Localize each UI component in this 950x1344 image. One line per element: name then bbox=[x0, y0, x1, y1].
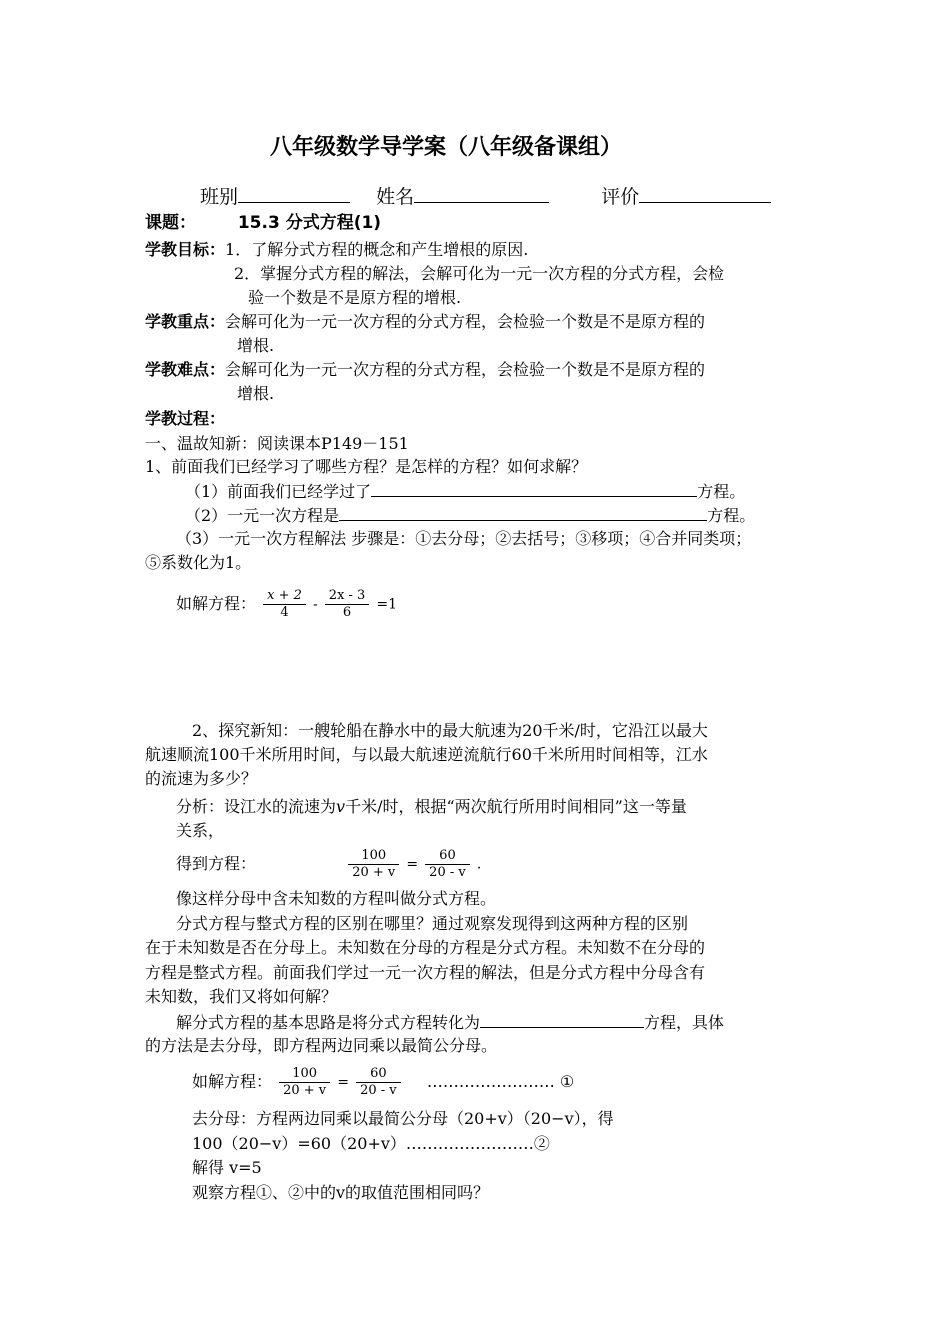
topic-label: 课题： bbox=[145, 213, 196, 233]
name-field[interactable] bbox=[414, 186, 549, 203]
eq2-frac2: $\frac{60}{20 - v}$ bbox=[425, 848, 470, 881]
key-point-label: 学教重点： bbox=[145, 312, 226, 331]
idea-b: 的方法是去分母，即方程两边同乘以最简公分母。 bbox=[145, 1036, 498, 1055]
class-label: 班别 bbox=[200, 186, 239, 208]
goals-item2a: 2．掌握分式方程的解法，会解可化为一元一次方程的分式方程，会检 bbox=[234, 264, 725, 283]
review-s2 bbox=[185, 504, 755, 527]
diff-a: 分式方程与整式方程的区别在哪里？通过观察发现得到这两种方程的区别 bbox=[176, 914, 689, 933]
topic-line bbox=[145, 212, 381, 234]
review-heading: 一、温故知新：阅读课本P149－151 bbox=[145, 434, 409, 453]
page-title: 八年级数学导学案（八年级备课组） bbox=[270, 135, 623, 160]
analysis-pre: 分析：设江水的流速为 bbox=[176, 797, 337, 816]
eq2-end: . bbox=[476, 856, 482, 873]
eq3-frac1: $\frac{100}{20 + v}$ bbox=[279, 1066, 330, 1099]
difficulty-label: 学教难点： bbox=[145, 360, 226, 379]
difficulty-line1 bbox=[145, 359, 705, 381]
goals-item2b: 验一个数是不是原方程的增根. bbox=[248, 288, 462, 307]
step4: 观察方程①、②中的v的取值范围相同吗？ bbox=[192, 1183, 490, 1202]
analysis-var: v bbox=[336, 797, 346, 816]
difficulty-text: 会解可化为一元一次方程的分式方程，会检验一个数是不是原方程的 bbox=[225, 360, 706, 379]
diff-c: 方程是整式方程。前面我们学过一元一次方程的解法，但是分式方程中分母含有 bbox=[145, 963, 706, 982]
s2-post: 方程。 bbox=[707, 506, 756, 525]
definition: 像这样分母中含未知数的方程叫做分式方程。 bbox=[176, 889, 497, 908]
goals-item1: 1．了解分式方程的概念和产生增根的原因. bbox=[225, 240, 529, 259]
step1: 去分母：方程两边同乘以最简公分母（20+v）（20−v），得 bbox=[192, 1109, 614, 1128]
s2-pre: （2）一元一次方程是 bbox=[185, 506, 340, 525]
eq1-frac1: $\frac{x + 2}{4}$ bbox=[263, 588, 306, 621]
header-row bbox=[200, 186, 771, 208]
diff-d: 未知数，我们又将如何解？ bbox=[145, 987, 338, 1006]
eq2-eq: = bbox=[406, 856, 419, 873]
diff-b: 在于未知数是否在分母上。未知数在分母的方程是分式方程。未知数不在分母的 bbox=[145, 938, 706, 957]
class-field[interactable] bbox=[238, 186, 350, 203]
explore-p1b: 航速顺流100千米所用时间，与以最大航速逆流航行60千米所用时间相等，江水 bbox=[145, 745, 708, 764]
name-label: 姓名 bbox=[376, 186, 415, 208]
analysis-line bbox=[176, 796, 687, 818]
review-s3a: （3）一元一次方程解法 步骤是：①去分母；②去括号；③移项；④合并同类项； bbox=[176, 529, 752, 548]
example2-line bbox=[192, 1060, 574, 1105]
eq1-op: - bbox=[312, 596, 318, 613]
eq3-dots: …………………… ① bbox=[426, 1072, 575, 1091]
s1-post: 方程。 bbox=[697, 482, 746, 501]
difficulty-line2: 增根. bbox=[237, 384, 275, 403]
process-label: 学教过程： bbox=[145, 409, 226, 428]
review-s3b: ⑤系数化为1。 bbox=[145, 553, 252, 572]
analysis-b: 关系， bbox=[176, 821, 225, 840]
review-q1: 1、前面我们已经学习了哪些方程？是怎样的方程？如何求解？ bbox=[145, 457, 588, 476]
get-label: 得到方程： bbox=[176, 854, 257, 873]
eval-field[interactable] bbox=[639, 186, 771, 203]
review-example bbox=[176, 584, 397, 625]
eq3-eq: = bbox=[337, 1074, 349, 1091]
s2-blank[interactable] bbox=[339, 504, 707, 521]
key-point-line2: 增根. bbox=[237, 336, 275, 355]
key-point-line1 bbox=[145, 311, 705, 333]
step3: 解得 v=5 bbox=[192, 1158, 262, 1177]
idea-post: 方程，具体 bbox=[644, 1013, 725, 1032]
ex-label: 如解方程： bbox=[192, 1072, 273, 1091]
idea-blank[interactable] bbox=[480, 1011, 644, 1028]
s1-pre: （1）前面我们已经学过了 bbox=[185, 482, 372, 501]
explore-p1c: 的流速为多少？ bbox=[145, 769, 258, 788]
get-eq-line bbox=[176, 842, 481, 887]
eq3-frac2: $\frac{60}{20 - v}$ bbox=[356, 1066, 401, 1099]
eval-label: 评价 bbox=[601, 186, 640, 208]
topic-value: 15.3 分式方程(1) bbox=[237, 213, 382, 233]
step2: 100（20−v）=60（20+v）……………………② bbox=[192, 1134, 550, 1153]
idea-pre: 解分式方程的基本思路是将分式方程转化为 bbox=[176, 1013, 481, 1032]
idea-line bbox=[176, 1011, 724, 1034]
eq2-frac1: $\frac{100}{20 + v}$ bbox=[348, 848, 399, 881]
explore-p1a: 2、探究新知：一艘轮船在静水中的最大航速为20千米/时，它沿江以最大 bbox=[192, 721, 708, 740]
eq1-frac2: $\frac{2x - 3}{6}$ bbox=[325, 588, 370, 621]
review-s1 bbox=[185, 480, 745, 503]
analysis-post: 千米/时，根据“两次航行所用时间相同”这一等量 bbox=[345, 797, 687, 816]
eq1-rhs: =1 bbox=[376, 596, 398, 613]
key-point-text: 会解可化为一元一次方程的分式方程，会检验一个数是不是原方程的 bbox=[225, 312, 706, 331]
example-label: 如解方程： bbox=[176, 594, 257, 613]
goals-label: 学教目标： bbox=[145, 240, 226, 259]
s1-blank[interactable] bbox=[371, 480, 697, 497]
goals-line1 bbox=[145, 239, 528, 261]
